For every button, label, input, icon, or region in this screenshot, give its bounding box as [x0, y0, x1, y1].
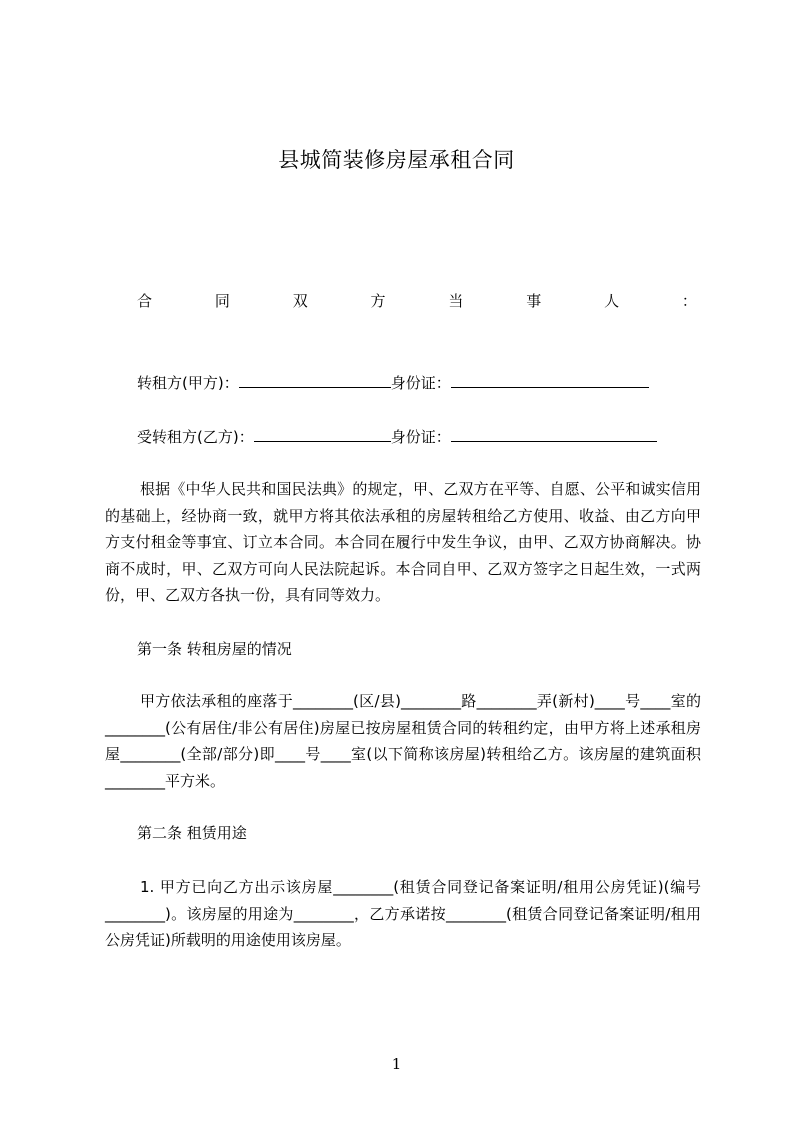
parties-heading-char: 方 [370, 292, 386, 310]
lessor-label: 转租方(甲方)： [137, 374, 239, 392]
parties-heading [137, 290, 697, 311]
lessee-name-blank[interactable] [254, 426, 391, 442]
article1-body: 甲方依法承租的座落于________(区/县)________路________弄(新村)____号____室的________(公有居住/非公有居住)房屋已按房屋租赁合同的转租约定，由甲方将上述承租房屋________(全部/部分)即____号____室(以下简称该房屋)转租给乙方。该房屋的建筑面积________平方米。 [105, 692, 701, 790]
page-number: 1 [391, 1055, 402, 1073]
lessor-name-blank[interactable] [239, 372, 391, 388]
article1-title: 第一条 转租房屋的情况 [137, 640, 292, 658]
parties-heading-char: 事 [526, 292, 542, 310]
parties-heading-char: 当 [448, 292, 464, 310]
parties-heading-char: 同 [214, 292, 230, 310]
parties-heading-char: 人 [604, 292, 620, 310]
article2-item-1: 1. 甲方已向乙方出示该房屋________(租赁合同登记备案证明/租用公房凭证)(编号________)。该房屋的用途为________，乙方承诺按________(租赁合同登记备案证明/租用公房凭证)所载明的用途使用该房屋。 [105, 878, 701, 949]
lessor-id-blank[interactable] [451, 372, 649, 388]
parties-heading-char: 合 [137, 292, 153, 310]
lessee-id-label: 身份证： [390, 428, 451, 446]
parties-heading-char: ： [681, 292, 697, 310]
lessee-id-blank[interactable] [451, 426, 657, 442]
parties-heading-char: 双 [292, 292, 308, 310]
page-title: 县城简装修房屋承租合同 [278, 148, 515, 172]
lessor-id-label: 身份证： [390, 374, 451, 392]
lessee-label: 受转租方(乙方)： [137, 428, 254, 446]
lessor-line [137, 372, 649, 393]
article2-title: 第二条 租赁用途 [137, 824, 247, 842]
intro-paragraph: 根据《中华人民共和国民法典》的规定，甲、乙双方在平等、自愿、公平和诚实信用的基础上，经协商一致，就甲方将其依法承租的房屋转租给乙方使用、收益、由乙方向甲方支付租金等事宜、订立本合同。本合同在履行中发生争议，由甲、乙双方协商解决。协商不成时，甲、乙双方可向人民法院起诉。本合同自甲、乙双方签字之日起生效，一式两份，甲、乙双方各执一份，具有同等效力。 [105, 480, 701, 604]
lessee-line [137, 426, 657, 447]
